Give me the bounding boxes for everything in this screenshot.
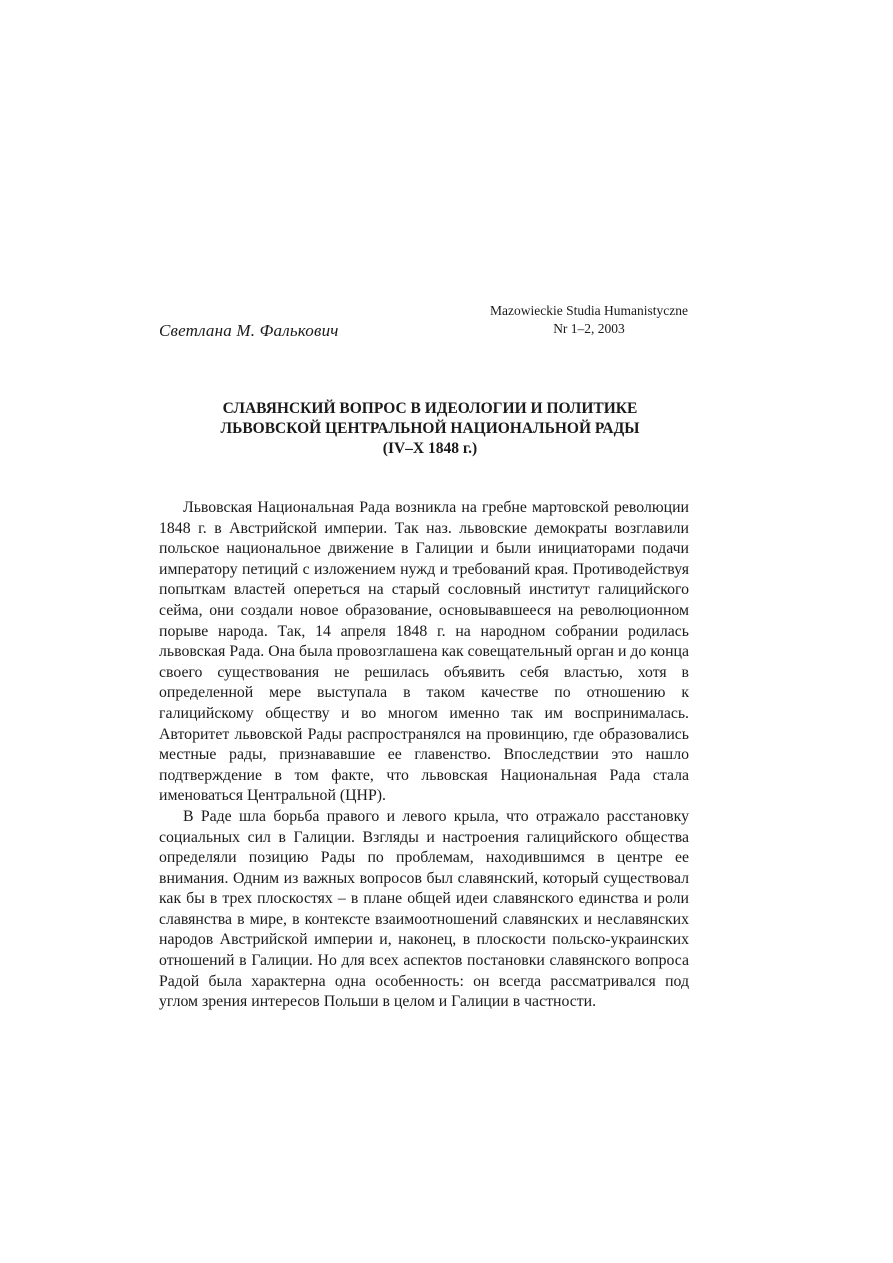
- paragraph-2: В Раде шла борьба правого и левого крыла, что отражало расстановку социальных сил в Галиции. Взгляды и настроения галицийского общества определяли позицию Рады по проблемам, находившимся в центре ее внимания. Одним из важных вопросов был славянский, который существовал как бы в трех плоскостях – в плане общей идеи славянского единства и роли славянства в мире, в контексте взаимоотношений славянских и неславянских народов Австрийской империи и, наконец, в плоскости польско-украинских отношений в Галиции. Но для всех аспектов постановки славянского вопроса Радой была характерна одна особенность: он всегда рассматривался под углом зрения интересов Польши в целом и Галиции в частности.: [159, 807, 689, 1011]
- article-body: [159, 498, 689, 1013]
- article-title: [150, 399, 710, 459]
- title-line-2: ЛЬВОВСКОЙ ЦЕНТРАЛЬНОЙ НАЦИОНАЛЬНОЙ РАДЫ: [220, 420, 640, 437]
- journal-name: Mazowieckie Studia Humanistyczne: [490, 303, 688, 318]
- journal-info: [470, 302, 708, 338]
- journal-issue: Nr 1–2, 2003: [553, 321, 625, 336]
- author-name: Светлана М. Фалькович: [159, 321, 339, 340]
- title-line-1: СЛАВЯНСКИЙ ВОПРОС В ИДЕОЛОГИИ И ПОЛИТИКЕ: [222, 400, 638, 417]
- paragraph-1: Львовская Национальная Рада возникла на гребне мартовской революции 1848 г. в Австрийской империи. Так наз. львовские демократы возглавили польское национальное движение в Галиции и были инициаторами подачи императору петиций с изложением нужд и требований края. Противодействуя попыткам властей опереться на старый сословный институт галицийского сейма, они создали новое образование, основывавшееся на революционном порыве народа. Так, 14 апреля 1848 г. на народном собрании родилась львовская Рада. Она была провозглашена как совещательный орган и до конца своего существования не решилась объявить себя властью, хотя в определенной мере выступала в таком качестве по отношению к галицийскому обществу и во многом именно так им воспринималась. Авторитет львовской Рады распространялся на провинцию, где образовались местные рады, признававшие ее главенство. Впоследствии это нашло подтверждение в том факте, что львовская Национальная Рада стала именоваться Центральной (ЦНР).: [159, 499, 689, 805]
- title-line-3: (IV–X 1848 г.): [382, 440, 478, 457]
